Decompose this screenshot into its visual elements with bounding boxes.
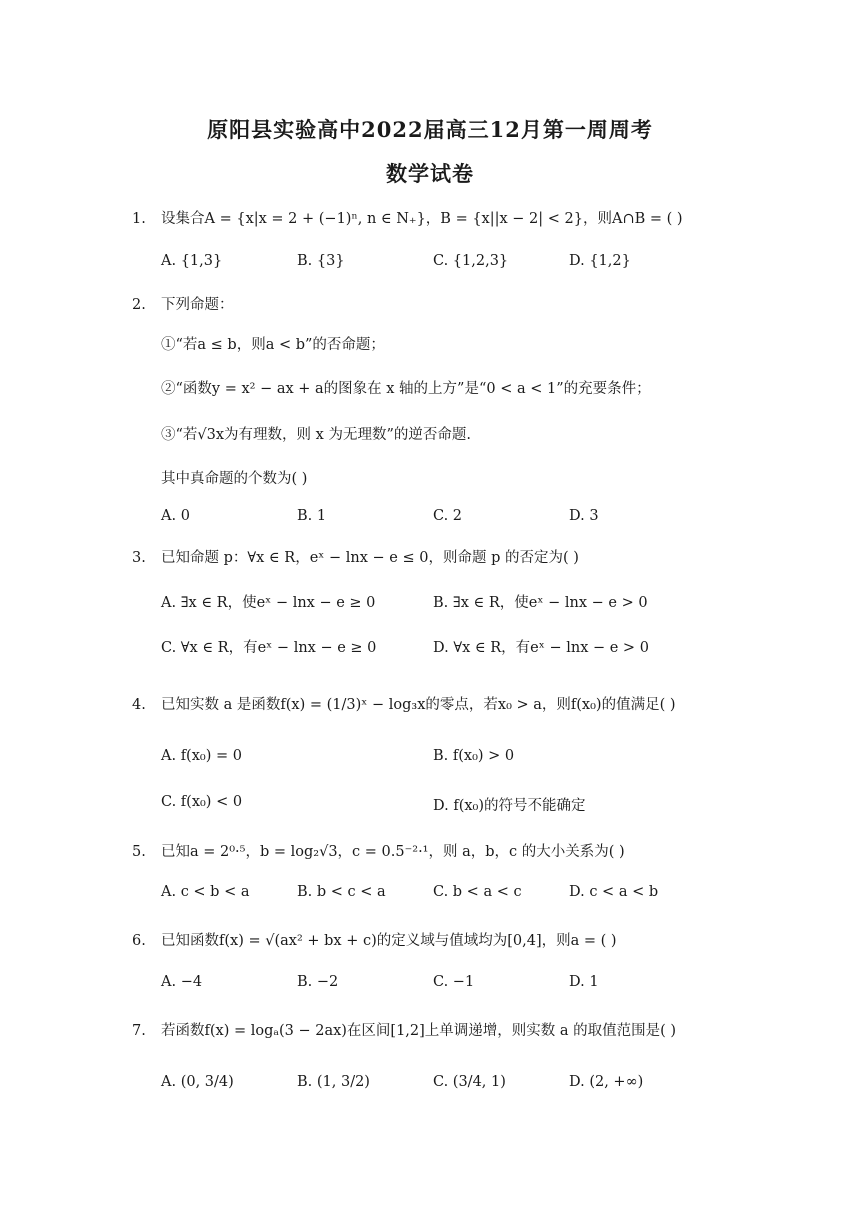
option-a: A. (0, 3/4): [161, 1074, 234, 1090]
question-2: [132, 293, 234, 314]
option-d: D. f(x₀)的符号不能确定: [433, 798, 586, 814]
option-d: D. c < a < b: [569, 884, 659, 900]
option-d: D. 3: [569, 508, 599, 524]
question-text: 设集合A = {x|x = 2 + (−1)ⁿ, n ∈ N₊}，B = {x||x − 2| < 2}，则A∩B = ( ): [161, 211, 683, 227]
question-number: 7.: [132, 1023, 146, 1039]
option-b: B. b < c < a: [297, 884, 386, 900]
option-b: B. (1, 3/2): [297, 1074, 370, 1090]
option-b: B. f(x₀) > 0: [433, 748, 515, 764]
option-c: C. {1,2,3}: [433, 253, 509, 269]
exam-subtitle: 数学试卷: [386, 161, 474, 186]
question-text: 已知a = 2⁰·⁵，b = log₂√3，c = 0.5⁻²·¹，则 a，b，c 的大小关系为( ): [161, 844, 625, 860]
question-3: [132, 546, 579, 567]
option-b: B. ∃x ∈ R，使eˣ − lnx − e > 0: [433, 595, 648, 611]
question-1: [132, 207, 683, 228]
statement-2: ②“函数y = x² − ax + a的图象在 x 轴的上方”是“0 < a < 1”的充要条件；: [161, 381, 651, 397]
option-b: B. {3}: [297, 253, 345, 269]
option-a: A. {1,3}: [161, 253, 223, 269]
option-c: C. ∀x ∈ R，有eˣ − lnx − e ≥ 0: [161, 640, 377, 656]
option-d: D. (2, +∞): [569, 1074, 644, 1090]
question-text: 已知实数 a 是函数f(x) = (1/3)ˣ − log₃x的零点，若x₀ > a，则f(x₀)的值满足( ): [161, 697, 676, 713]
question-number: 4.: [132, 697, 146, 713]
option-a: A. c < b < a: [161, 884, 250, 900]
option-c: C. b < a < c: [433, 884, 522, 900]
option-c: C. 2: [433, 508, 463, 524]
option-a: A. 0: [161, 508, 190, 524]
exam-title: 原阳县实验高中2022届高三12月第一周周考: [207, 117, 653, 142]
question-number: 5.: [132, 844, 146, 860]
option-a: A. −4: [161, 974, 203, 990]
question-text: 已知命题 p：∀x ∈ R，eˣ − lnx − e ≤ 0，则命题 p 的否定为( ): [161, 550, 579, 566]
option-b: B. 1: [297, 508, 327, 524]
option-c: C. (3/4, 1): [433, 1074, 506, 1090]
question-6: [132, 929, 617, 950]
statement-3: ③“若√3x为有理数，则 x 为无理数”的逆否命题.: [161, 427, 471, 443]
question-text: 若函数f(x) = logₐ(3 − 2ax)在区间[1,2]上单调递增，则实数 a 的取值范围是( ): [161, 1023, 677, 1039]
question-text: 下列命题：: [161, 297, 234, 313]
option-c: C. f(x₀) < 0: [161, 794, 243, 810]
statement-4: 其中真命题的个数为( ): [161, 471, 308, 487]
question-text: 已知函数f(x) = √(ax² + bx + c)的定义域与值域均为[0,4]，则a = ( ): [161, 933, 617, 949]
option-b: B. −2: [297, 974, 339, 990]
question-number: 6.: [132, 933, 146, 949]
question-4: [132, 693, 676, 714]
option-d: D. {1,2}: [569, 253, 631, 269]
option-a: A. ∃x ∈ R，使eˣ − lnx − e ≥ 0: [161, 595, 376, 611]
option-a: A. f(x₀) = 0: [161, 748, 242, 764]
question-5: [132, 840, 625, 861]
option-c: C. −1: [433, 974, 475, 990]
question-number: 1.: [132, 211, 146, 227]
statement-1: ①“若a ≤ b，则a < b”的否命题；: [161, 337, 385, 353]
option-d: D. ∀x ∈ R，有eˣ − lnx − e > 0: [433, 640, 649, 656]
question-7: [132, 1019, 676, 1040]
question-number: 2.: [132, 297, 146, 313]
option-d: D. 1: [569, 974, 599, 990]
question-number: 3.: [132, 550, 146, 566]
